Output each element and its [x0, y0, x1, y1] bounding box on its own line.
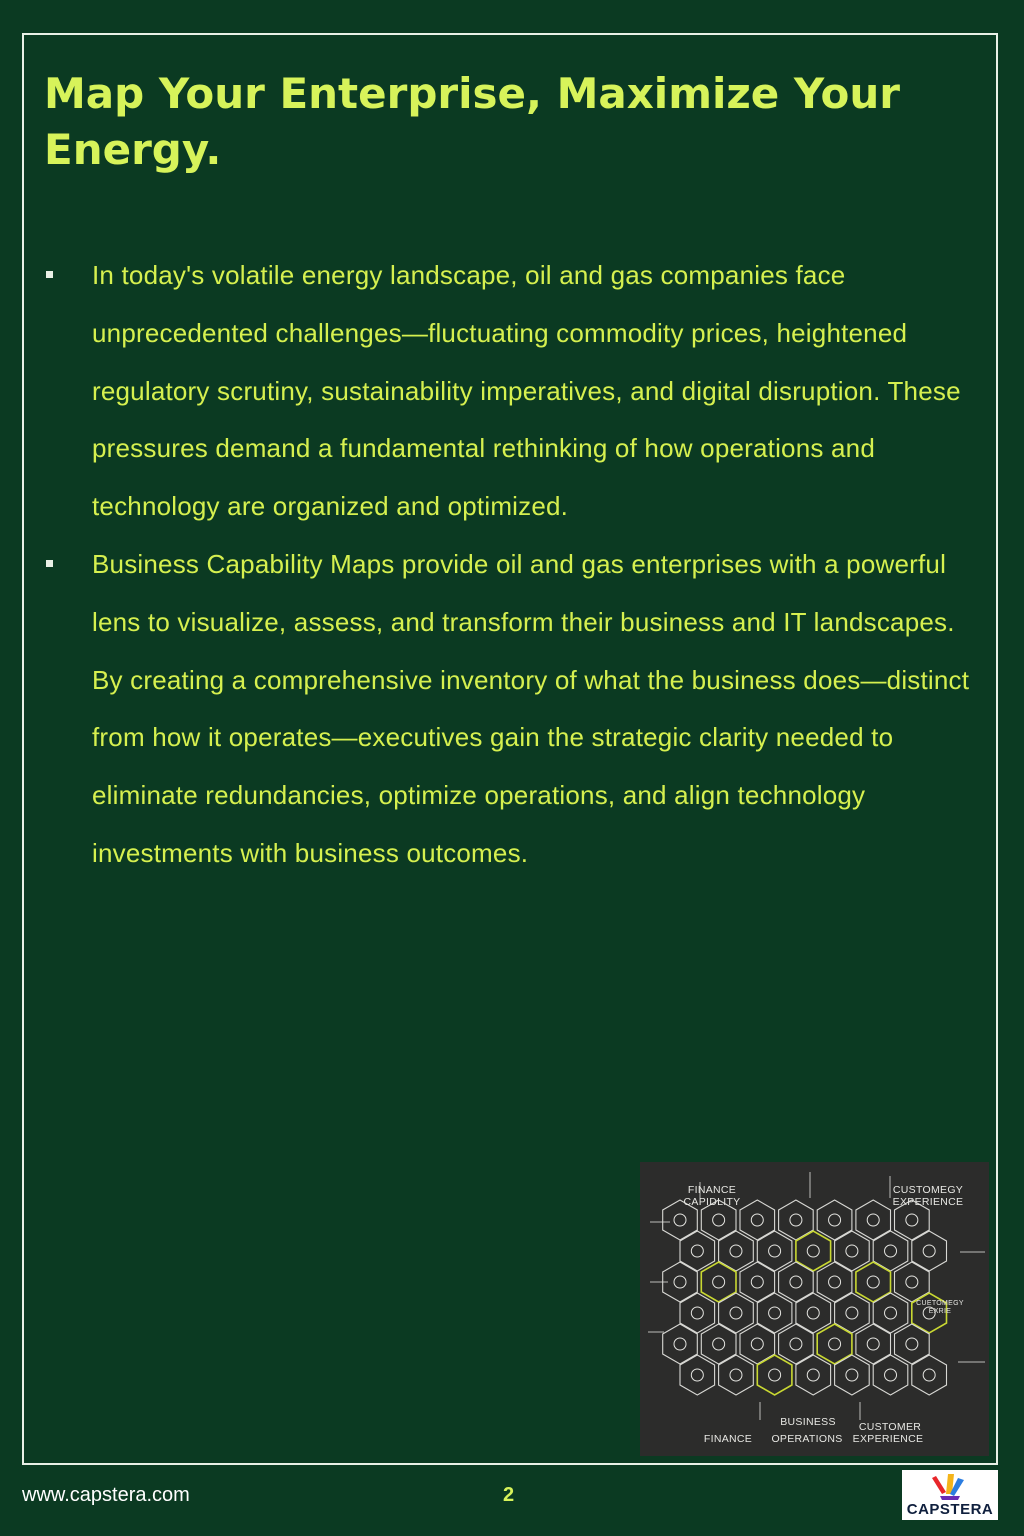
- logo-text: CAPSTERA: [906, 1501, 994, 1518]
- footer-url: www.capstera.com: [22, 1484, 190, 1506]
- node-symbol-icon: [829, 1214, 841, 1226]
- node-symbol-icon: [906, 1276, 918, 1288]
- page-title: Map Your Enterprise, Maximize Your Energy.: [44, 69, 900, 174]
- node-symbol-icon: [790, 1214, 802, 1226]
- illustration-label: FINANCE: [687, 1184, 737, 1196]
- node-symbol-icon: [674, 1214, 686, 1226]
- node-symbol-icon: [769, 1245, 781, 1257]
- node-symbol-icon: [885, 1369, 897, 1381]
- bullet-text: In today's volatile energy landscape, oil and gas companies face unprecedented challenges—fluctuating commodity prices, heightened regulatory scrutiny, sustainability imperatives, and digital disruption. These pressures demand a fundamental rethinking of how operations and technology are organized and optimized.: [92, 260, 961, 522]
- illustration-label: CUSTOMER: [858, 1421, 922, 1433]
- illustration-label: EXPERIENCE: [852, 1433, 924, 1445]
- node-symbol-icon: [846, 1369, 858, 1381]
- node-symbol-icon: [846, 1307, 858, 1319]
- node-symbol-icon: [751, 1338, 763, 1350]
- illustration-label: EXPERIENCE: [892, 1196, 964, 1208]
- capability-map-illustration: [640, 1162, 989, 1456]
- node-symbol-icon: [713, 1276, 725, 1288]
- node-symbol-icon: [751, 1214, 763, 1226]
- node-symbol-icon: [713, 1214, 725, 1226]
- illustration-label: FINANCE: [703, 1433, 753, 1445]
- node-symbol-icon: [906, 1338, 918, 1350]
- node-symbol-icon: [691, 1307, 703, 1319]
- node-symbol-icon: [923, 1245, 935, 1257]
- hexagon-grid: [663, 1200, 947, 1395]
- node-symbol-icon: [730, 1245, 742, 1257]
- node-symbol-icon: [691, 1369, 703, 1381]
- node-symbol-icon: [713, 1338, 725, 1350]
- node-symbol-icon: [829, 1338, 841, 1350]
- illustration-label: CUSTOMEGY: [892, 1184, 964, 1196]
- node-symbol-icon: [790, 1276, 802, 1288]
- node-symbol-icon: [691, 1245, 703, 1257]
- square-bullet-icon: [46, 560, 53, 567]
- node-symbol-icon: [867, 1276, 879, 1288]
- page-number: 2: [503, 1484, 515, 1506]
- capstera-logo: [902, 1470, 998, 1520]
- illustration-label: CUETOMEGY: [916, 1300, 964, 1307]
- node-symbol-icon: [923, 1369, 935, 1381]
- node-symbol-icon: [751, 1276, 763, 1288]
- illustration-label: BUSINESS: [780, 1416, 836, 1428]
- illustration-label: CAPIDLITY: [683, 1196, 741, 1208]
- node-symbol-icon: [867, 1214, 879, 1226]
- square-bullet-icon: [46, 271, 53, 278]
- hexagon-network-graphic: [640, 1162, 989, 1456]
- node-symbol-icon: [674, 1276, 686, 1288]
- node-symbol-icon: [829, 1276, 841, 1288]
- node-symbol-icon: [867, 1338, 879, 1350]
- node-symbol-icon: [807, 1245, 819, 1257]
- node-symbol-icon: [769, 1369, 781, 1381]
- bullet-text: Business Capability Maps provide oil and gas enterprises with a powerful lens to visualize, assess, and transform their business and IT landscapes. By creating a comprehensive inventory of what the business does—distinct from how it operates—executives gain the strategic clarity needed to eliminate redundancies, optimize operations, and align technology investments with business outcomes.: [92, 548, 970, 868]
- bullet-item: [44, 536, 979, 883]
- node-symbol-icon: [769, 1307, 781, 1319]
- node-symbol-icon: [730, 1307, 742, 1319]
- illustration-label: EXRIE: [928, 1308, 952, 1315]
- node-symbol-icon: [885, 1245, 897, 1257]
- illustration-label: OPERATIONS: [771, 1433, 843, 1445]
- bullet-item: [44, 247, 979, 536]
- bullet-list: [44, 247, 979, 883]
- node-symbol-icon: [807, 1307, 819, 1319]
- node-symbol-icon: [906, 1214, 918, 1226]
- node-symbol-icon: [674, 1338, 686, 1350]
- node-symbol-icon: [846, 1245, 858, 1257]
- node-symbol-icon: [885, 1307, 897, 1319]
- node-symbol-icon: [790, 1338, 802, 1350]
- node-symbol-icon: [730, 1369, 742, 1381]
- node-symbol-icon: [807, 1369, 819, 1381]
